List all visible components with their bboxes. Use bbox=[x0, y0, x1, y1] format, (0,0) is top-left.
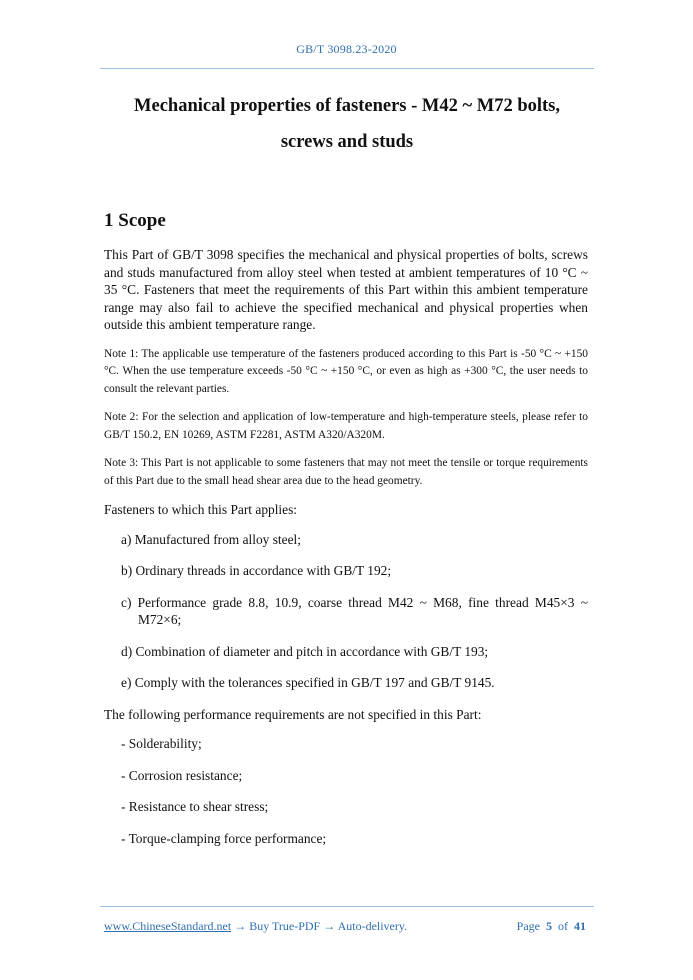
footer-divider bbox=[100, 906, 594, 907]
applies-intro: Fasteners to which this Part applies: bbox=[104, 502, 298, 517]
document-title bbox=[100, 88, 594, 160]
not-specified-intro: The following performance requirements are not specified in this Part: bbox=[104, 706, 482, 722]
note-2: Note 2: For the selection and application of low-temperature and high-temperature steels, please refer to GB/T 150.2, EN 10269, ASTM F2281, ASTM A320/A320M. bbox=[104, 411, 588, 441]
section-heading: 1 Scope bbox=[104, 210, 166, 231]
page-of: of bbox=[558, 919, 568, 933]
note-1: Note 1: The applicable use temperature of the fasteners produced according to this Part is -50 °C ~ +150 °C. When the use temperature exceeds -50 °C ~ +150 °C, or even as high as +300 °C, the user needs to consult the relevant parties. bbox=[104, 347, 588, 395]
intro-paragraph: This Part of GB/T 3098 specifies the mechanical and physical properties of bolts, screws and studs manufactured from alloy steel when tested at ambient temperatures of 10 °C ~ 35 °C. Fasteners that meet the requirements of this Part within this ambient temperature range may also fail to achieve the specified mechanical and physical properties when outside this ambient temperature range. bbox=[104, 247, 588, 332]
page-label: Page bbox=[516, 919, 540, 933]
list-item: e) Comply with the tolerances specified in GB/T 197 and GB/T 9145. bbox=[121, 675, 495, 690]
list-item: - Resistance to shear stress; bbox=[121, 799, 269, 814]
footer-promo bbox=[104, 919, 407, 934]
list-item: b) Ordinary threads in accordance with GB/T 192; bbox=[121, 563, 392, 578]
title-line-1: Mechanical properties of fasteners - M42 ~ M72 bolts, bbox=[134, 96, 560, 116]
page-current: 5 bbox=[546, 919, 552, 933]
running-header bbox=[0, 42, 693, 57]
header-divider bbox=[100, 68, 594, 69]
not-specified-list bbox=[104, 735, 588, 847]
list-item: c) Performance grade 8.8, 10.9, coarse thread M42 ~ M68, fine thread M45×3 ~ M72×6; bbox=[121, 594, 588, 627]
page-indicator bbox=[517, 919, 586, 934]
page-total: 41 bbox=[574, 919, 586, 933]
list-item: d) Combination of diameter and pitch in accordance with GB/T 193; bbox=[121, 643, 489, 659]
list-item: - Solderability; bbox=[121, 736, 202, 751]
list-item: a) Manufactured from alloy steel; bbox=[121, 531, 301, 547]
note-3: Note 3: This Part is not applicable to some fasteners that may not meet the tensile or torque requirements of this Part due to the small head shear area due to the head geometry. bbox=[104, 457, 588, 487]
standard-number: GB/T 3098.23-2020 bbox=[296, 42, 397, 56]
section-body bbox=[104, 246, 588, 861]
list-item: - Corrosion resistance; bbox=[121, 767, 243, 783]
footer-promo-text: → Buy True-PDF → Auto-delivery. bbox=[231, 919, 408, 933]
list-item: - Torque-clamping force performance; bbox=[121, 830, 327, 846]
applies-list bbox=[104, 531, 588, 692]
title-line-2: screws and studs bbox=[280, 132, 414, 152]
chinesestandard-link[interactable]: www.ChineseStandard.net bbox=[104, 919, 232, 933]
